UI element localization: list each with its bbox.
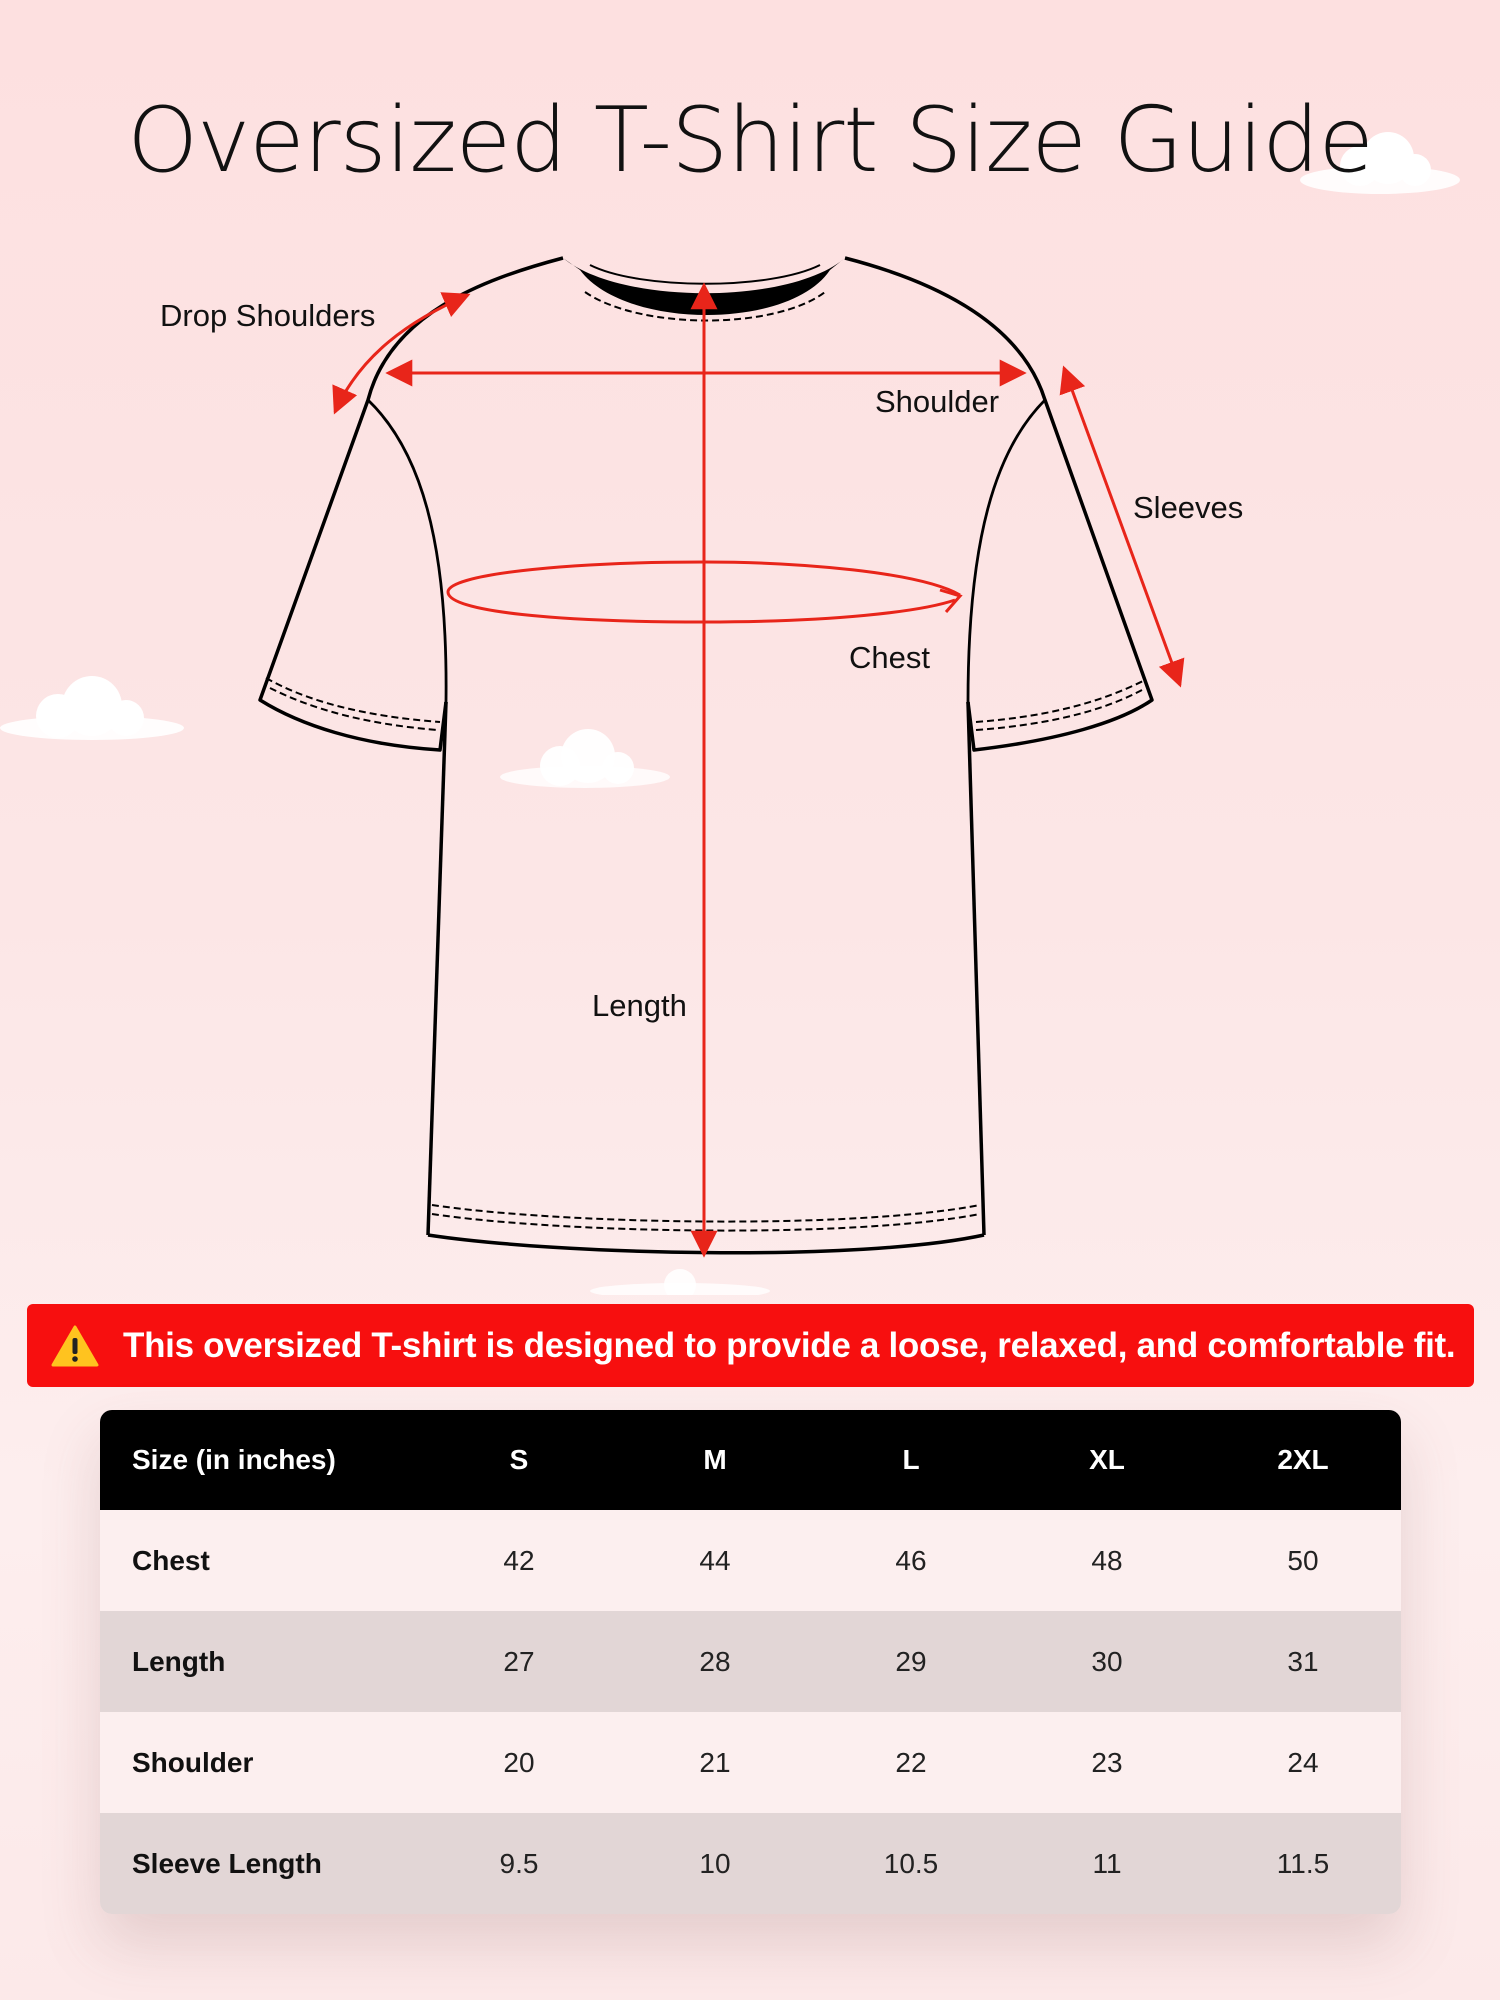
page-title: Oversized T-Shirt Size Guide [127,88,1373,193]
table-cell: 21 [699,1746,731,1778]
header-size-s: S [509,1444,529,1475]
row-label: Shoulder [132,1746,254,1778]
table-header-row [100,1410,1401,1510]
header-size-xl: XL [1089,1444,1125,1475]
header-size-2xl: 2XL [1277,1444,1329,1475]
header-size-label: Size (in inches) [132,1444,336,1475]
table-cell: 44 [699,1544,731,1576]
measurement-lines [335,285,1180,1255]
label-sleeves: Sleeves [1133,490,1244,525]
table-cell: 20 [503,1746,535,1778]
table-cell: 28 [699,1645,731,1677]
table-cell: 30 [1091,1645,1123,1677]
header-size-m: M [703,1444,727,1475]
table-cell: 50 [1287,1544,1319,1576]
table-cell: 23 [1091,1746,1123,1778]
table-cell: 24 [1287,1746,1319,1778]
table-row [100,1813,1401,1914]
table-cell: 46 [895,1544,927,1576]
row-label: Chest [132,1544,210,1576]
table-row [100,1611,1401,1712]
header-size-l: L [902,1444,920,1475]
label-chest: Chest [849,640,930,675]
tshirt-outline [260,258,1152,1253]
table-cell: 31 [1287,1645,1319,1677]
warning-icon [51,1324,99,1368]
row-label: Sleeve Length [132,1847,322,1879]
table-cell: 10 [699,1847,731,1879]
table-cell: 9.5 [499,1847,539,1879]
size-chart-table [100,1410,1401,1914]
row-label: Length [132,1645,226,1677]
fit-notice-text: This oversized T-shirt is designed to provide a loose, relaxed, and comfortable fit. [123,1325,1456,1365]
table-cell: 29 [895,1645,927,1677]
table-cell: 11 [1092,1847,1122,1879]
table-row [100,1712,1401,1813]
label-drop-shoulders: Drop Shoulders [160,298,376,333]
sleeves-arrow [1064,368,1180,685]
label-shoulder: Shoulder [875,384,1000,419]
table-cell: 10.5 [883,1847,939,1879]
fit-notice-banner [27,1304,1474,1387]
table-cell: 42 [503,1544,535,1576]
label-length: Length [592,988,687,1023]
table-cell: 27 [503,1645,535,1677]
table-cell: 48 [1091,1544,1123,1576]
table-row [100,1510,1401,1611]
table-cell: 22 [895,1746,927,1778]
table-cell: 11.5 [1276,1847,1330,1879]
